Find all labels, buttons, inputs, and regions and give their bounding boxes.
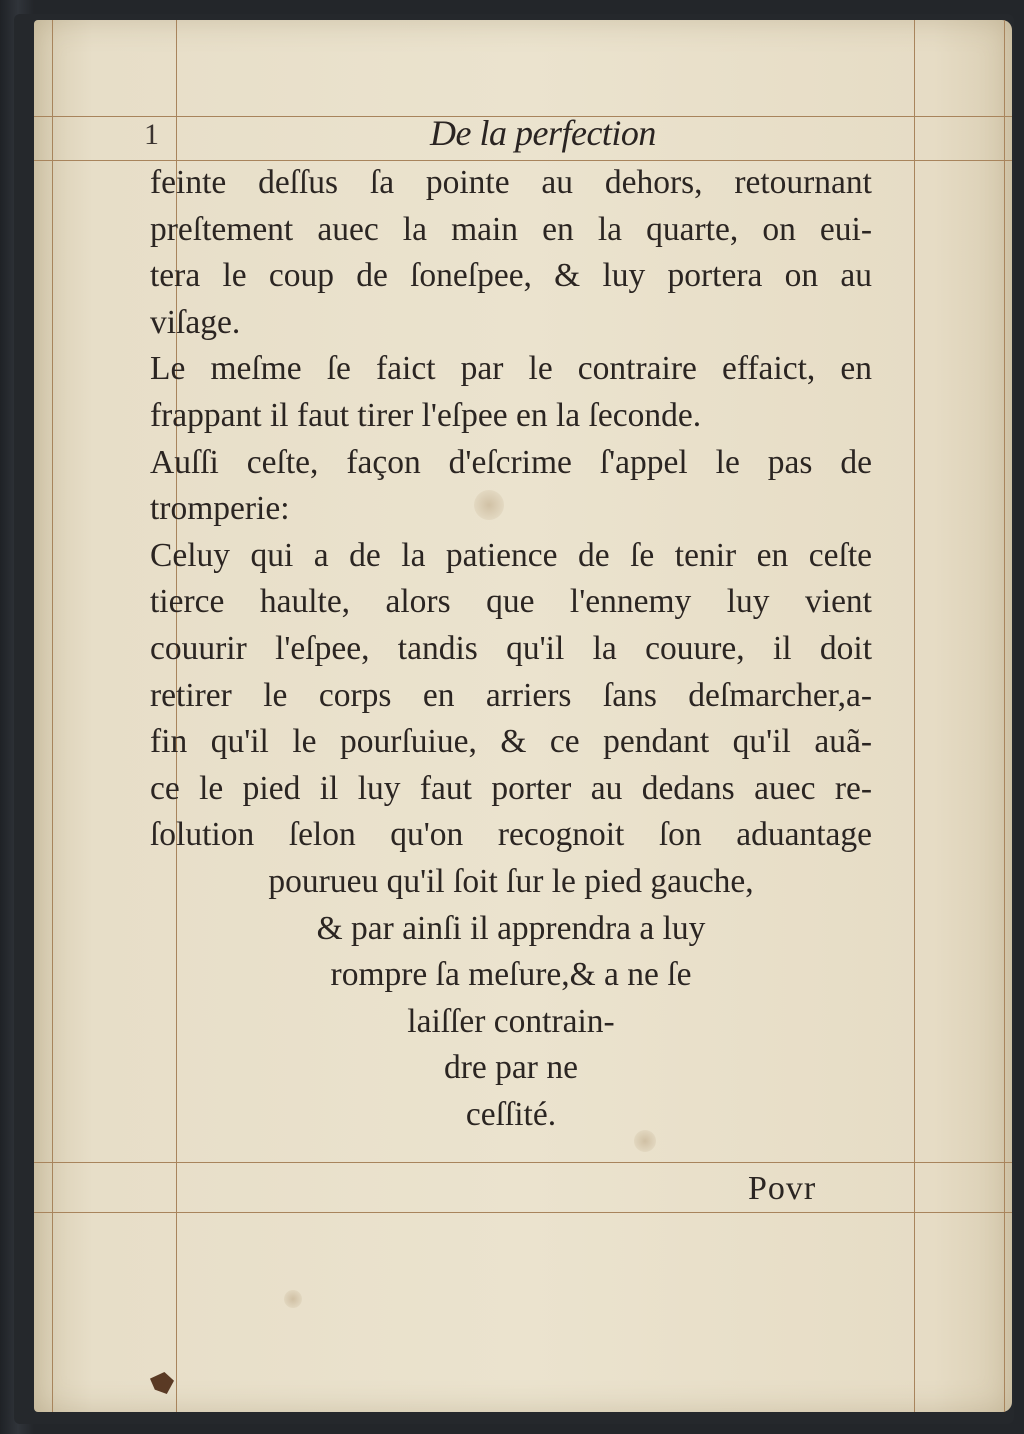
text-line: fin qu'il le pourſuiue, & ce pendant qu'il auã-: [150, 723, 872, 761]
text-line: Le meſme ſe faict par le contraire effaict, en: [150, 350, 872, 388]
text-line: ce le pied il luy faut porter au dedans auec re-: [150, 769, 872, 807]
page-header: [140, 112, 900, 160]
text-line: pourueu qu'il ſoit ſur le pied gauche,: [268, 862, 754, 900]
text-line: ſolution ſelon qu'on recognoit ſon aduantage: [150, 816, 872, 854]
frame-rule-right-inner: [914, 20, 915, 1412]
running-head: De la perfection: [430, 113, 656, 153]
text-line: viſage.: [150, 303, 241, 341]
text-line: couurir l'eſpee, tandis qu'il la couure, il doit: [150, 629, 872, 667]
paper-stain: [284, 1290, 302, 1308]
frame-rule-right-outer: [1004, 20, 1005, 1412]
text-line: preſtement auec la main en la quarte, on eui-: [150, 210, 872, 248]
text-line: ceſſité.: [465, 1095, 557, 1133]
text-line: dre par ne: [444, 1049, 578, 1087]
frame-rule-bottom-1: [34, 1162, 1012, 1163]
page-number: 1: [144, 118, 159, 151]
text-line: tera le coup de ſoneſpee, & luy portera on au: [150, 257, 872, 295]
text-line: feinte deſſus ſa pointe au dehors, retournant: [150, 164, 872, 201]
text-line: Celuy qui a de la patience de ſe tenir en ceſte: [150, 536, 872, 574]
text-line: Auſſi ceſte, façon d'eſcrime ſ'appel le pas de: [150, 443, 872, 481]
text-line: laiſſer contrain-: [407, 1002, 615, 1040]
text-line: retirer le corps en arriers ſans deſmarcher,a-: [150, 676, 872, 714]
text-line: tromperie:: [150, 490, 290, 528]
catchword: Povr: [748, 1170, 817, 1207]
text-line: rompre ſa meſure,& a ne ſe: [330, 956, 692, 994]
text-line: tierce haulte, alors que l'ennemy luy vient: [150, 583, 872, 621]
frame-rule-bottom-2: [34, 1212, 1012, 1213]
text-line: frappant il faut tirer l'eſpee en la ſeconde.: [150, 396, 702, 434]
frame-rule-left-outer: [52, 20, 53, 1412]
text-line: & par ainſi il apprendra a luy: [316, 909, 706, 947]
body-text: [150, 160, 872, 1138]
